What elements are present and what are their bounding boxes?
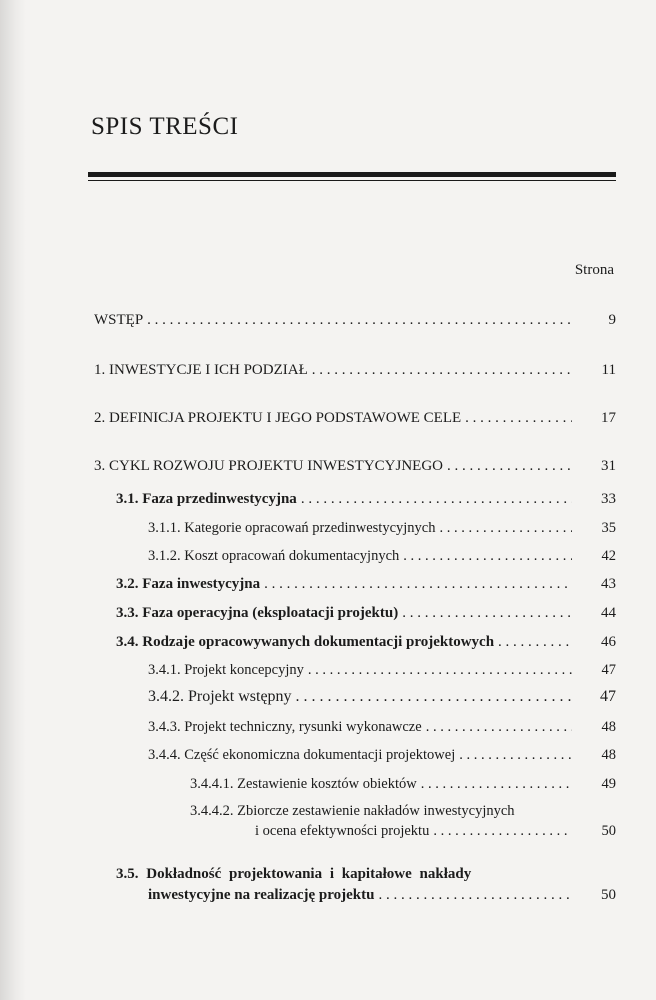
toc-entry-label-line2: inwestycyjne na realizację projektu xyxy=(148,887,375,903)
toc-entry-label: 3. CYKL ROZWOJU PROJEKTU INWESTYCYJNEGO xyxy=(94,458,444,474)
toc-leader xyxy=(421,776,572,793)
toc-leader xyxy=(312,362,572,379)
toc-leader xyxy=(308,662,572,679)
toc-entry-page: 17 xyxy=(601,410,616,426)
toc-leader xyxy=(379,885,573,906)
toc-entry-label: 3.4.1. Projekt koncepcyjny xyxy=(148,662,304,678)
toc-leader xyxy=(301,491,572,508)
toc-entry-page: 48 xyxy=(601,747,616,763)
toc-leader xyxy=(296,688,572,706)
toc-entry-page: 46 xyxy=(601,634,616,650)
toc-entry xyxy=(94,362,616,379)
toc-leader xyxy=(402,605,572,622)
toc-leader xyxy=(465,410,572,427)
toc-entry xyxy=(116,576,616,593)
toc-entry-page: 47 xyxy=(601,662,616,678)
toc-entry xyxy=(190,776,616,793)
page-binding-shadow xyxy=(0,0,26,1000)
toc-entry xyxy=(116,864,616,906)
toc-entry-label-line1: 3.5. Dokładność projektowania i kapitałowe nakłady xyxy=(116,866,472,882)
toc-entry-page: 50 xyxy=(601,887,616,903)
toc-leader xyxy=(426,719,572,736)
toc-entry-label: WSTĘP xyxy=(94,312,144,328)
toc-entry xyxy=(148,548,616,565)
toc-entry xyxy=(148,520,616,537)
toc-entry xyxy=(116,634,616,651)
toc-entry xyxy=(116,605,616,622)
toc-entry-label: 3.2. Faza inwestycyjna xyxy=(116,576,261,592)
toc-entry-page: 11 xyxy=(601,362,616,378)
toc-entry-label: 3.4. Rodzaje opracowywanych dokumentacji projektowych xyxy=(116,634,495,650)
toc-leader xyxy=(439,520,572,537)
toc-entry-label-line2: i ocena efektywności projektu xyxy=(255,823,430,839)
toc-entry xyxy=(190,801,616,841)
toc-entry-page: 31 xyxy=(601,458,616,474)
page-column-header: Strona xyxy=(574,262,614,278)
page-title: SPIS TREŚCI xyxy=(91,113,239,140)
toc-entry-line2 xyxy=(116,885,616,906)
toc-entry-label: 3.4.4. Część ekonomiczna dokumentacji projektowej xyxy=(148,747,456,763)
toc-entry-label: 3.4.3. Projekt techniczny, rysunki wykonawcze xyxy=(148,719,422,735)
toc-entry-label: 3.4.2. Projekt wstępny xyxy=(148,688,292,705)
toc-entry-page: 33 xyxy=(601,491,616,507)
toc-leader xyxy=(447,458,572,475)
toc-entry xyxy=(94,312,616,329)
toc-entry xyxy=(94,410,616,427)
toc-entry-page: 49 xyxy=(601,776,616,792)
toc-leader xyxy=(433,821,572,841)
toc-entry-line2 xyxy=(190,821,616,841)
toc-entry-label: 3.3. Faza operacyjna (eksploatacji projektu) xyxy=(116,605,399,621)
toc-leader xyxy=(264,576,572,593)
toc-leader xyxy=(498,634,572,651)
title-rule-thick xyxy=(88,172,616,177)
toc-entry-page: 9 xyxy=(608,312,616,328)
toc-entry xyxy=(148,747,616,764)
toc-entry-page: 50 xyxy=(601,823,616,839)
toc-leader xyxy=(147,312,572,329)
toc-entry-label: 3.1.1. Kategorie opracowań przedinwestycyjnych xyxy=(148,520,436,536)
toc-entry-page: 47 xyxy=(600,688,616,705)
toc-entry-page: 48 xyxy=(601,719,616,735)
toc-entry-label: 3.1. Faza przedinwestycyjna xyxy=(116,491,297,507)
toc-entry-page: 43 xyxy=(601,576,616,592)
toc-entry-page: 42 xyxy=(601,548,616,564)
toc-entry-label: 1. INWESTYCJE I ICH PODZIAŁ xyxy=(94,362,308,378)
toc-entry xyxy=(116,491,616,508)
toc-entry-label-line1: 3.4.4.2. Zbiorcze zestawienie nakładów inwestycyjnych xyxy=(190,803,515,819)
title-rule-thin xyxy=(88,180,616,181)
toc-entry xyxy=(94,458,616,475)
toc-entry-page: 44 xyxy=(601,605,616,621)
toc-leader xyxy=(403,548,572,565)
toc-entry-label: 3.4.4.1. Zestawienie kosztów obiektów xyxy=(190,776,417,792)
toc-entry-page: 35 xyxy=(601,520,616,536)
toc-leader xyxy=(459,747,572,764)
toc-entry-label: 3.1.2. Koszt opracowań dokumentacyjnych xyxy=(148,548,400,564)
toc-entry xyxy=(148,662,616,679)
toc-entry-label: 2. DEFINICJA PROJEKTU I JEGO PODSTAWOWE CELE xyxy=(94,410,462,426)
toc-entry xyxy=(148,688,616,706)
toc-entry xyxy=(148,719,616,736)
